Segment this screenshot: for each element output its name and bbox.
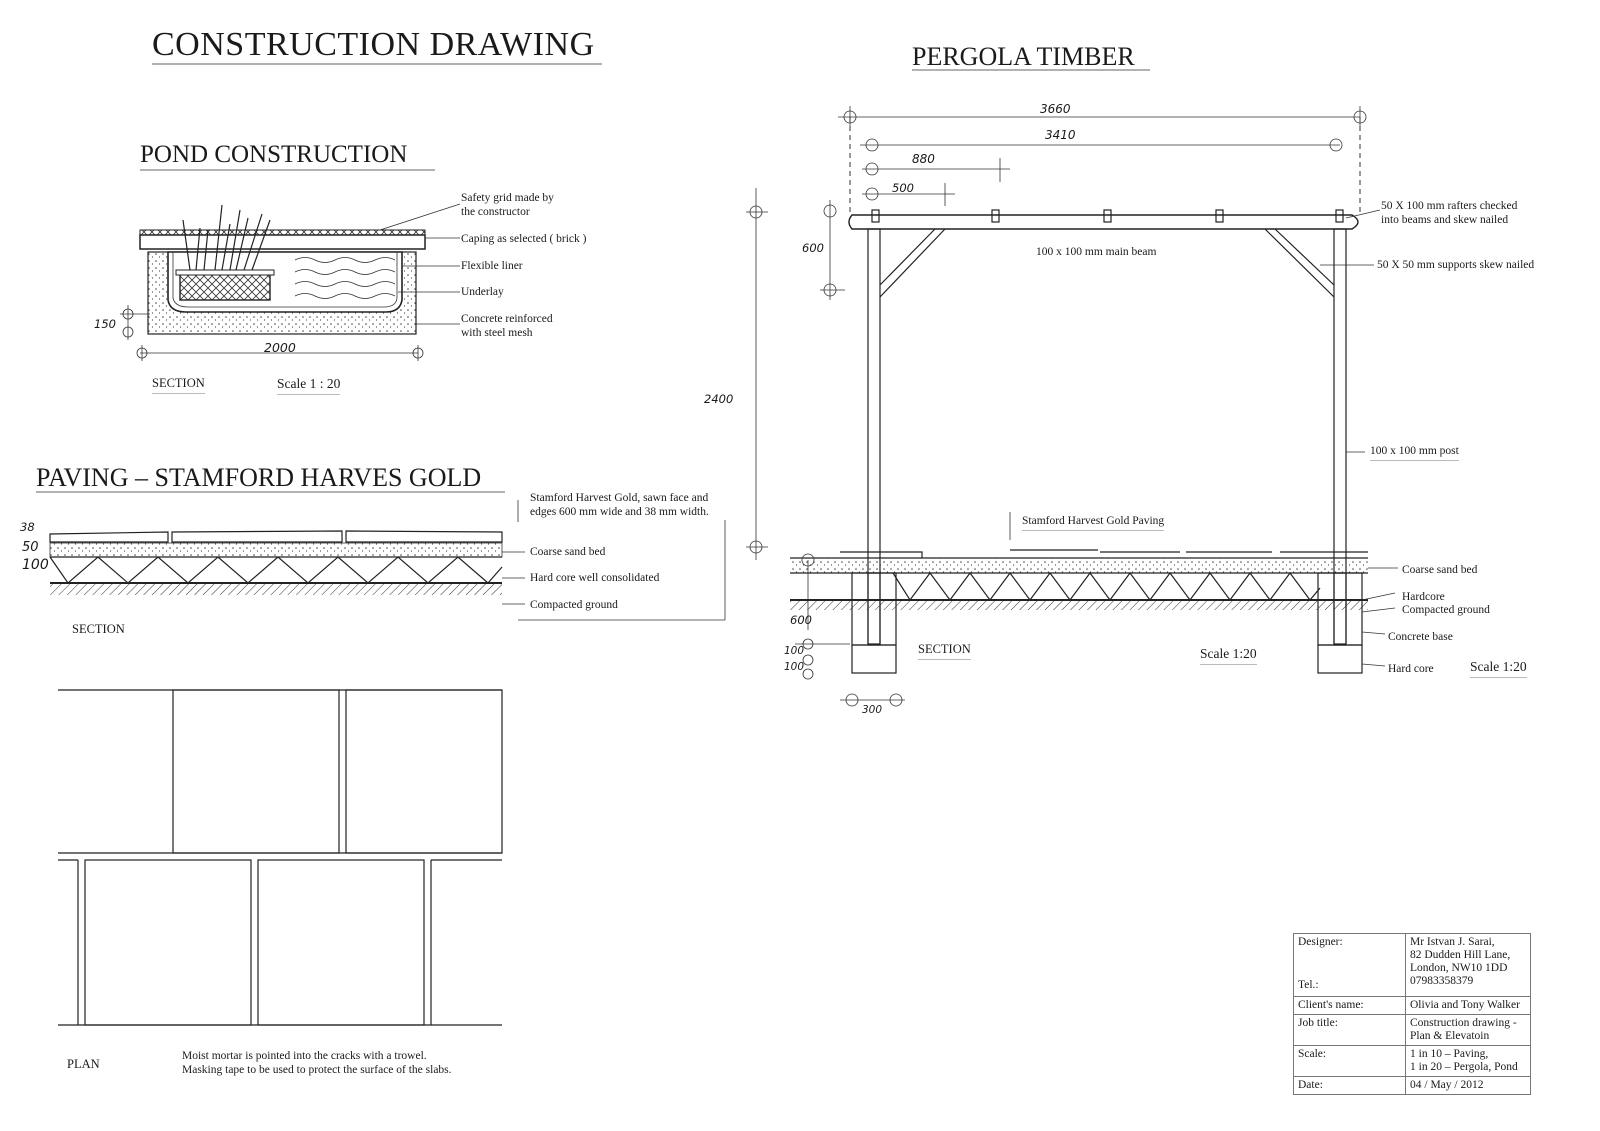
designer-street: 82 Dudden Hill Lane,: [1410, 949, 1511, 961]
paving-note-1: Moist mortar is pointed into the cracks with a trowel.: [182, 1050, 427, 1062]
main-title: CONSTRUCTION DRAWING: [152, 26, 595, 63]
pond-label-underlay: Underlay: [461, 286, 504, 298]
pergola-dim-total: 3660: [1040, 102, 1071, 116]
scale-label: Scale:: [1294, 1046, 1406, 1077]
tel-label: Tel.:: [1298, 979, 1319, 991]
paving-dim-50: 50: [22, 540, 39, 555]
paving-plan-drawing: [58, 690, 502, 1025]
paving-title: PAVING – STAMFORD HARVES GOLD: [36, 463, 482, 492]
paving-desc-2: edges 600 mm wide and 38 mm width.: [530, 506, 709, 518]
pond-label-safety-grid-2: the constructor: [461, 206, 530, 218]
designer-name: Mr Istvan J. Sarai,: [1410, 936, 1495, 948]
client-label: Client's name:: [1294, 997, 1406, 1015]
title-block-row-client: [1294, 997, 1531, 1015]
title-block-row-designer: [1294, 934, 1531, 997]
paving-note-2: Masking tape to be used to protect the surface of the slabs.: [182, 1064, 452, 1076]
paving-dim-38: 38: [20, 520, 35, 534]
pergola-dim-600b: 600: [790, 613, 812, 627]
job-value-cell: [1406, 1015, 1531, 1046]
pergola-label-post: 100 x 100 mm post: [1370, 444, 1459, 461]
pergola-section-label: SECTION: [918, 642, 971, 660]
pond-label-concrete-2: with steel mesh: [461, 327, 533, 339]
designer-value-cell: [1406, 934, 1531, 997]
pergola-label-rafters-1: 50 X 100 mm rafters checked: [1381, 200, 1518, 212]
pergola-label-supports: 50 X 50 mm supports skew nailed: [1377, 259, 1535, 271]
pergola-label-sand: Coarse sand bed: [1402, 564, 1478, 576]
pergola-drawing: [746, 106, 1398, 706]
pergola-dim-500: 500: [892, 181, 914, 195]
pergola-label-ground: Compacted ground: [1402, 604, 1490, 616]
title-block-row-scale: [1294, 1046, 1531, 1077]
pond-section-drawing: [120, 204, 460, 361]
designer-tel: 07983358379: [1410, 975, 1474, 987]
client-value: Olivia and Tony Walker: [1406, 997, 1531, 1015]
paving-plan-label: PLAN: [67, 1057, 100, 1071]
pond-label-caping: Caping as selected ( brick ): [461, 233, 587, 245]
pergola-label-hardcore2: Hard core: [1388, 663, 1434, 675]
pond-label-concrete-1: Concrete reinforced: [461, 313, 553, 325]
designer-cell: [1294, 934, 1406, 997]
pergola-dim-100a: 100: [784, 645, 805, 657]
pond-section-label: SECTION: [152, 376, 205, 394]
pergola-label-paving: Stamford Harvest Gold Paving: [1022, 514, 1164, 531]
job-value-1: Construction drawing -: [1410, 1017, 1517, 1029]
scale-value-cell: [1406, 1046, 1531, 1077]
date-label: Date:: [1294, 1077, 1406, 1095]
pond-label-safety-grid-1: Safety grid made by: [461, 192, 554, 204]
title-block: [1293, 933, 1531, 1095]
pergola-label-concrete: Concrete base: [1388, 631, 1453, 643]
job-label: Job title:: [1294, 1015, 1406, 1046]
pergola-dim-2400: 2400: [704, 392, 734, 406]
paving-desc-1: Stamford Harvest Gold, sawn face and: [530, 492, 709, 504]
paving-label-ground: Compacted ground: [530, 599, 618, 611]
job-value-2: Plan & Elevatoin: [1410, 1030, 1490, 1042]
pond-label-liner: Flexible liner: [461, 260, 523, 272]
title-block-row-job: [1294, 1015, 1531, 1046]
date-value: 04 / May / 2012: [1406, 1077, 1531, 1095]
pergola-dim-inner: 3410: [1045, 128, 1076, 142]
pond-dim-width: 2000: [264, 340, 296, 355]
pergola-label-main-beam: 100 x 100 mm main beam: [1036, 246, 1157, 258]
paving-label-hardcore: Hard core well consolidated: [530, 572, 660, 584]
pergola-dim-300: 300: [862, 704, 883, 716]
pond-scale-label: Scale 1 : 20: [277, 376, 340, 395]
pergola-scale-label-1: Scale 1:20: [1200, 646, 1257, 665]
paving-label-sand: Coarse sand bed: [530, 546, 606, 558]
designer-label: Designer:: [1298, 936, 1343, 948]
scale-value-2: 1 in 20 – Pergola, Pond: [1410, 1061, 1518, 1073]
pergola-title: PERGOLA TIMBER: [912, 42, 1135, 71]
pond-dim-depth: 150: [94, 317, 116, 331]
scale-value-1: 1 in 10 – Paving,: [1410, 1048, 1489, 1060]
pergola-label-hardcore: Hardcore: [1402, 591, 1445, 603]
pergola-dim-600: 600: [802, 241, 824, 255]
paving-section-label: SECTION: [72, 622, 125, 636]
pond-title: POND CONSTRUCTION: [140, 141, 408, 168]
title-block-row-date: [1294, 1077, 1531, 1095]
pergola-label-rafters-2: into beams and skew nailed: [1381, 214, 1509, 226]
designer-city: London, NW10 1DD: [1410, 962, 1508, 974]
pergola-scale-label-2: Scale 1:20: [1470, 659, 1527, 678]
paving-dim-100: 100: [22, 557, 49, 573]
pergola-dim-100b: 100: [784, 661, 805, 673]
pergola-dim-880: 880: [912, 152, 935, 166]
